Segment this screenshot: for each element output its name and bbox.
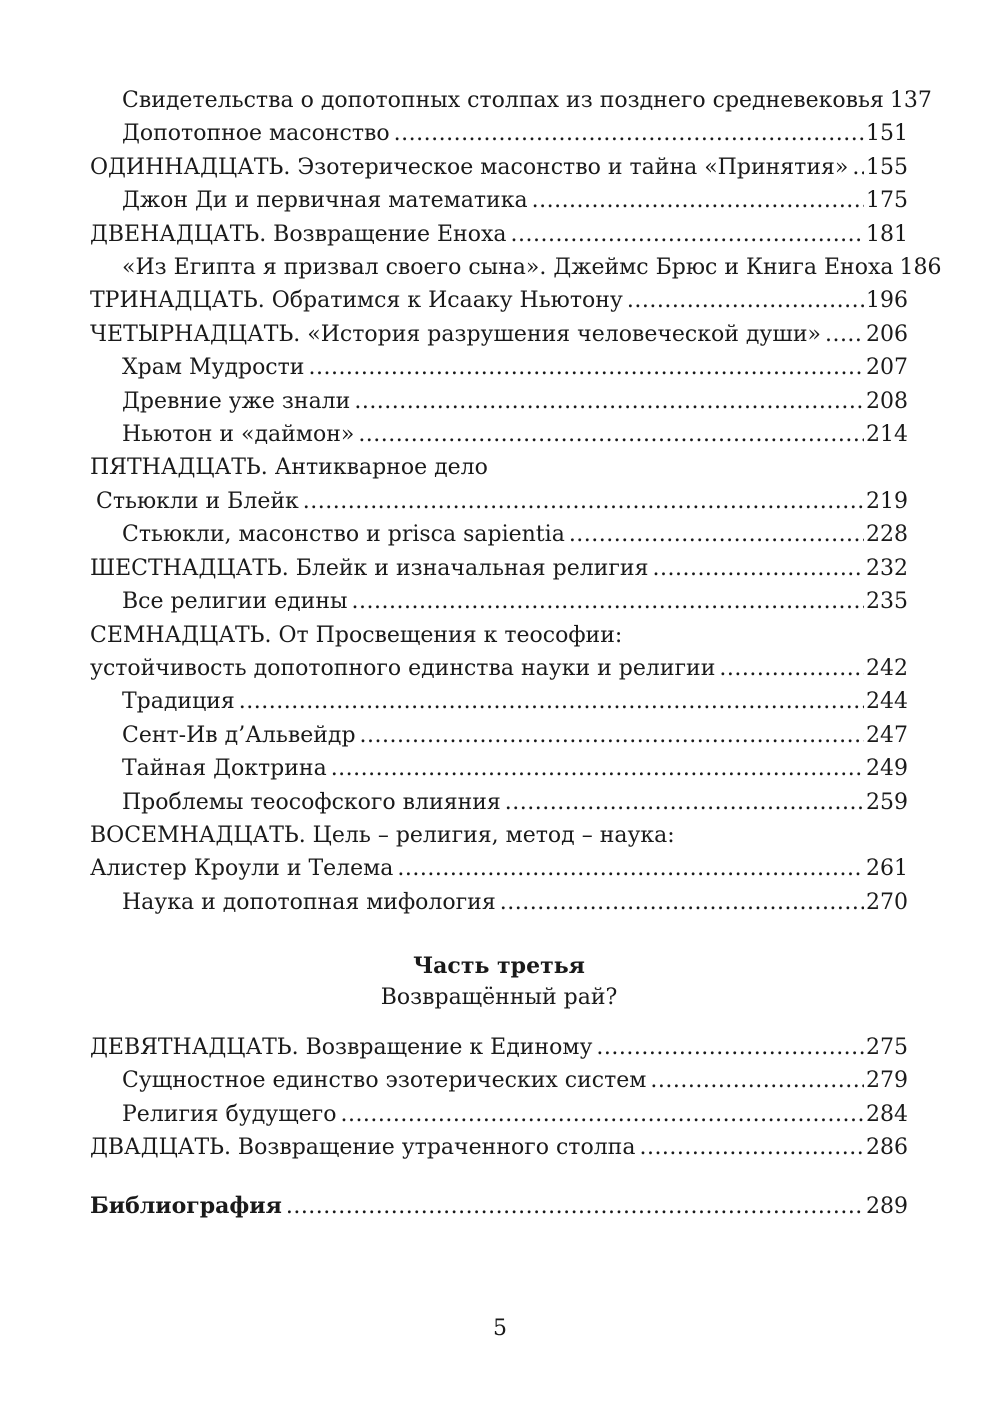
toc-chapter-entry[interactable] [90,318,908,351]
toc-chapter-entry[interactable] [90,819,908,852]
toc-entry-title: Стьюкли, масонство и prisca sapientia [122,522,565,548]
leader-dots [627,284,864,317]
table-of-contents-part-three [90,1031,908,1165]
toc-section-entry[interactable] [90,518,908,551]
leader-dots [340,1098,864,1131]
toc-entry-page: 219 [866,488,908,514]
leader-dots [239,685,864,718]
leader-dots [354,385,864,418]
toc-entry-page: 206 [866,321,908,347]
toc-section-entry[interactable] [90,786,908,819]
toc-entry-title: Религия будущего [122,1101,337,1127]
toc-section-entry[interactable] [90,752,908,785]
toc-entry-page: 196 [866,288,908,314]
toc-chapter-entry[interactable] [90,1131,908,1164]
toc-chapter-entry[interactable] [90,652,908,685]
part-heading [90,950,908,1014]
toc-entry-title: ДЕВЯТНАДЦАТЬ. Возвращение к Единому [90,1035,593,1060]
toc-entry-title: устойчивость допотопного единства науки и религии [90,655,716,681]
bibliography-section [90,1190,908,1223]
toc-entry-title: Традиция [122,689,235,715]
toc-entry-title: Наука и допотопная мифология [122,889,496,915]
toc-entry-title: Тайная Доктрина [122,756,327,782]
leader-dots [286,1190,864,1223]
leader-dots [397,852,864,885]
toc-entry-title: ОДИННАДЦАТЬ. Эзотерическое масонство и тайна «Принятия» [90,154,849,180]
toc-entry-page: 232 [866,555,908,581]
toc-entry-title: Алистер Кроули и Телема [90,856,394,882]
leader-dots [852,151,864,184]
bibliography-page: 289 [866,1194,908,1219]
toc-section-entry[interactable] [90,685,908,718]
leader-dots [303,485,864,518]
toc-entry-page: 286 [866,1135,908,1161]
toc-section-entry[interactable] [90,385,908,418]
toc-section-entry[interactable] [90,351,908,384]
toc-chapter-entry[interactable] [90,619,908,652]
bibliography-entry[interactable] [90,1190,908,1223]
toc-section-entry[interactable] [90,1098,908,1131]
table-of-contents [90,84,942,919]
toc-entry-title: ДВАДЦАТЬ. Возвращение утраченного столпа [90,1135,636,1161]
toc-entry-title: Свидетельства о допотопных столпах из позднего средневековья [122,88,884,113]
toc-entry-page: 242 [866,655,908,681]
toc-entry-page: 175 [866,188,908,214]
toc-entry-title: Допотопное масонство [122,121,390,147]
toc-section-entry[interactable] [90,886,908,919]
leader-dots [505,786,864,819]
toc-entry-page: 137 [889,88,932,113]
toc-entry-title: СЕМНАДЦАТЬ. От Просвещения к теософии: [90,622,623,648]
toc-entry-page: 275 [866,1035,908,1060]
toc-entry-title: Стьюкли и Блейк [96,488,299,514]
toc-section-entry[interactable] [90,84,932,117]
leader-dots [569,518,864,551]
toc-entry-title: ПЯТНАДЦАТЬ. Антикварное дело [90,455,488,481]
toc-chapter-entry[interactable] [90,852,908,885]
toc-chapter-entry[interactable] [90,1031,908,1064]
toc-section-entry[interactable] [90,1064,908,1097]
leader-dots [719,652,864,685]
toc-section-entry[interactable] [90,719,908,752]
toc-entry-page: 284 [866,1101,908,1127]
toc-entry-page: 261 [866,856,908,882]
toc-entry-page: 181 [866,221,908,247]
toc-section-entry[interactable] [90,485,908,518]
leader-dots [510,218,864,251]
toc-chapter-entry[interactable] [90,451,908,484]
toc-entry-page: 244 [866,689,908,715]
toc-entry-title: ШЕСТНАДЦАТЬ. Блейк и изначальная религия [90,555,649,581]
leader-dots [825,318,864,351]
toc-entry-title: Сущностное единство эзотерических систем [122,1068,647,1094]
leader-dots [650,1064,864,1097]
toc-entry-title: Сент-Ив д’Альвейдр [122,722,356,748]
leader-dots [652,552,864,585]
toc-chapter-entry[interactable] [90,218,908,251]
toc-entry-page: 151 [866,121,908,147]
leader-dots [500,886,864,919]
toc-entry-title: Проблемы теософского влияния [122,789,501,815]
toc-entry-page: 249 [866,756,908,782]
toc-entry-page: 279 [866,1068,908,1094]
toc-entry-title: Храм Мудрости [122,355,305,381]
part-title: Часть третья [413,953,585,979]
toc-entry-title: Все религии едины [122,589,348,615]
toc-chapter-entry[interactable] [90,552,908,585]
toc-entry-title: Древние уже знали [122,388,351,414]
leader-dots [639,1131,864,1164]
toc-entry-title: «Из Египта я призвал своего сына». Джеймс Брюс и Книга Еноха [122,255,894,281]
toc-section-entry[interactable] [90,184,908,217]
toc-entry-title: ДВЕНАДЦАТЬ. Возвращение Еноха [90,221,507,247]
toc-entry-title: Джон Ди и первичная математика [122,188,528,214]
leader-dots [394,117,864,150]
toc-entry-page: 270 [866,889,908,915]
leader-dots [352,585,865,618]
toc-entry-page: 214 [866,422,908,448]
toc-entry-title: ВОСЕМНАДЦАТЬ. Цель – религия, метод – наука: [90,822,675,848]
bibliography-title: Библиография [90,1193,282,1219]
leader-dots [358,418,864,451]
toc-entry-page: 247 [866,722,908,748]
leader-dots [532,184,864,217]
part-subtitle: Возвращённый рай? [380,985,618,1010]
leader-dots [360,719,864,752]
toc-entry-page: 228 [866,522,908,548]
toc-entry-page: 155 [866,154,908,180]
toc-section-entry[interactable] [90,251,942,284]
toc-entry-title: ТРИНАДЦАТЬ. Обратимся к Исааку Ньютону [90,288,623,314]
toc-entry-page: 235 [866,589,908,615]
toc-entry-title: Ньютон и «даймон» [122,422,355,448]
toc-chapter-entry[interactable] [90,151,908,184]
leader-dots [308,351,864,384]
page-number: 5 [493,1316,507,1341]
toc-entry-title: ЧЕТЫРНАДЦАТЬ. «История разрушения человеческой души» [90,321,821,347]
leader-dots [331,752,864,785]
leader-dots [596,1031,864,1064]
toc-entry-page: 186 [899,255,942,281]
toc-section-entry[interactable] [90,585,908,618]
toc-entry-page: 208 [866,388,908,414]
toc-entry-page: 259 [866,789,908,815]
toc-section-entry[interactable] [90,418,908,451]
toc-section-entry[interactable] [90,117,908,150]
toc-chapter-entry[interactable] [90,284,908,317]
toc-entry-page: 207 [866,355,908,381]
